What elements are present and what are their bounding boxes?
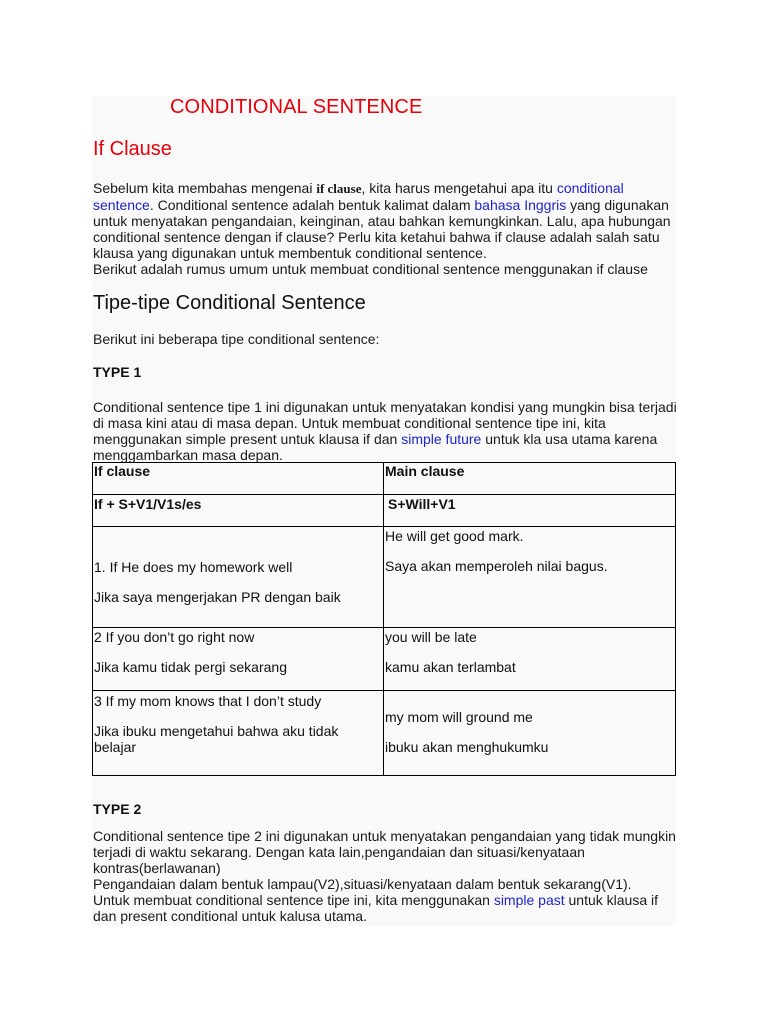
row2-main-en: you will be late bbox=[385, 629, 477, 645]
row1-main-cell bbox=[384, 527, 676, 628]
intro-bold-if-clause: if clause bbox=[316, 181, 362, 196]
intro-text-2: , kita harus mengetahui apa itu bbox=[361, 180, 557, 196]
row1-main-en: He will get good mark. bbox=[385, 528, 524, 544]
if-clause-heading: If Clause bbox=[93, 138, 172, 160]
row3-main-cell bbox=[384, 691, 676, 776]
intro-text-1: Sebelum kita membahas mengenai bbox=[93, 180, 317, 196]
row1-main-id: Saya akan memperoleh nilai bagus. bbox=[385, 558, 608, 574]
row2-main-id: kamu akan terlambat bbox=[385, 659, 516, 675]
row3-if-en: 3 If my mom knows that I don’t study bbox=[94, 693, 322, 709]
formula-if: If + S+V1/V1s/es bbox=[93, 495, 384, 527]
row2-if-id: Jika kamu tidak pergi sekarang bbox=[94, 659, 287, 675]
link-bahasa-inggris[interactable]: bahasa Inggris bbox=[474, 197, 567, 213]
intro-text-4: yang digunakan untuk menyatakan pengandaian, keinginan, atau bahkan kemungkinkan. Lalu, apa hubungan conditional sentence dengan if clause? Perlu kita ketahui bahwa if clause adalah salah satu klausa yang digunakan untuk membentuk conditional sentence. bbox=[93, 197, 671, 261]
row3-if-id: Jika ibuku mengetahui bahwa aku tidak belajar bbox=[94, 723, 339, 755]
header-main-clause: Main clause bbox=[384, 463, 676, 495]
type2-description bbox=[93, 828, 683, 924]
intro-text-3: . Conditional sentence adalah bentuk kalimat dalam bbox=[149, 197, 475, 213]
type2-text-3: Untuk membuat conditional sentence tipe ini, kita menggunakan bbox=[93, 892, 494, 908]
link-simple-future[interactable]: simple future bbox=[401, 431, 482, 447]
intro-paragraph bbox=[93, 180, 683, 277]
formula-main: S+Will+V1 bbox=[384, 495, 676, 527]
type2-text-4: untuk klausa if dan present conditional untuk kalusa utama. bbox=[93, 892, 659, 924]
type2-label: TYPE 2 bbox=[93, 801, 142, 817]
type1-text-1: Conditional sentence tipe 1 ini digunakan untuk menyatakan kondisi yang mungkin bisa terjadi di masa kini atau di masa depan. Untuk membuat conditional sentence tipe ini, kita menggunakan simple present untuk klausa if dan bbox=[93, 399, 677, 447]
type2-text-1: Conditional sentence tipe 2 ini digunakan untuk menyatakan pengandaian yang tidak mungkin terjadi di waktu sekarang. Dengan kata lain,pengandaian dan situasi/kenyataan kontras(berlawanan) bbox=[93, 828, 676, 876]
type2-text-2: Pengandaian dalam bentuk lampau(V2),situasi/kenyataan dalam bentuk sekarang(V1). bbox=[93, 876, 632, 892]
header-if-clause: If clause bbox=[93, 463, 384, 495]
intro-formula-text: Berikut adalah rumus umum untuk membuat conditional sentence menggunakan if clause bbox=[93, 261, 648, 277]
row1-if-en: 1. If He does my homework well bbox=[94, 559, 293, 575]
row1-if-cell bbox=[93, 527, 384, 628]
table-formula-row bbox=[93, 495, 676, 527]
link-simple-past[interactable]: simple past bbox=[493, 892, 565, 908]
link-conditional-sentence[interactable]: conditional sentence bbox=[93, 180, 624, 213]
table-row bbox=[93, 628, 676, 691]
table-row bbox=[93, 527, 676, 628]
type1-text-2: untuk kla usa utama karena menggambarkan masa depan. bbox=[93, 431, 658, 463]
row2-main-cell bbox=[384, 628, 676, 691]
type1-table bbox=[92, 462, 676, 776]
table-row bbox=[93, 691, 676, 776]
type1-description bbox=[93, 399, 683, 463]
page-title: CONDITIONAL SENTENCE bbox=[170, 96, 423, 118]
row1-if-id: Jika saya mengerjakan PR dengan baik bbox=[94, 589, 341, 605]
types-heading: Tipe-tipe Conditional Sentence bbox=[93, 292, 366, 314]
row3-if-cell bbox=[93, 691, 384, 776]
table-header-row bbox=[93, 463, 676, 495]
type1-label: TYPE 1 bbox=[93, 364, 142, 380]
types-intro: Berikut ini beberapa tipe conditional sentence: bbox=[93, 331, 380, 347]
row3-main-id: ibuku akan menghukumku bbox=[385, 739, 549, 755]
row2-if-en: 2 If you don’t go right now bbox=[94, 629, 255, 645]
row2-if-cell bbox=[93, 628, 384, 691]
row3-main-en: my mom will ground me bbox=[385, 709, 533, 725]
